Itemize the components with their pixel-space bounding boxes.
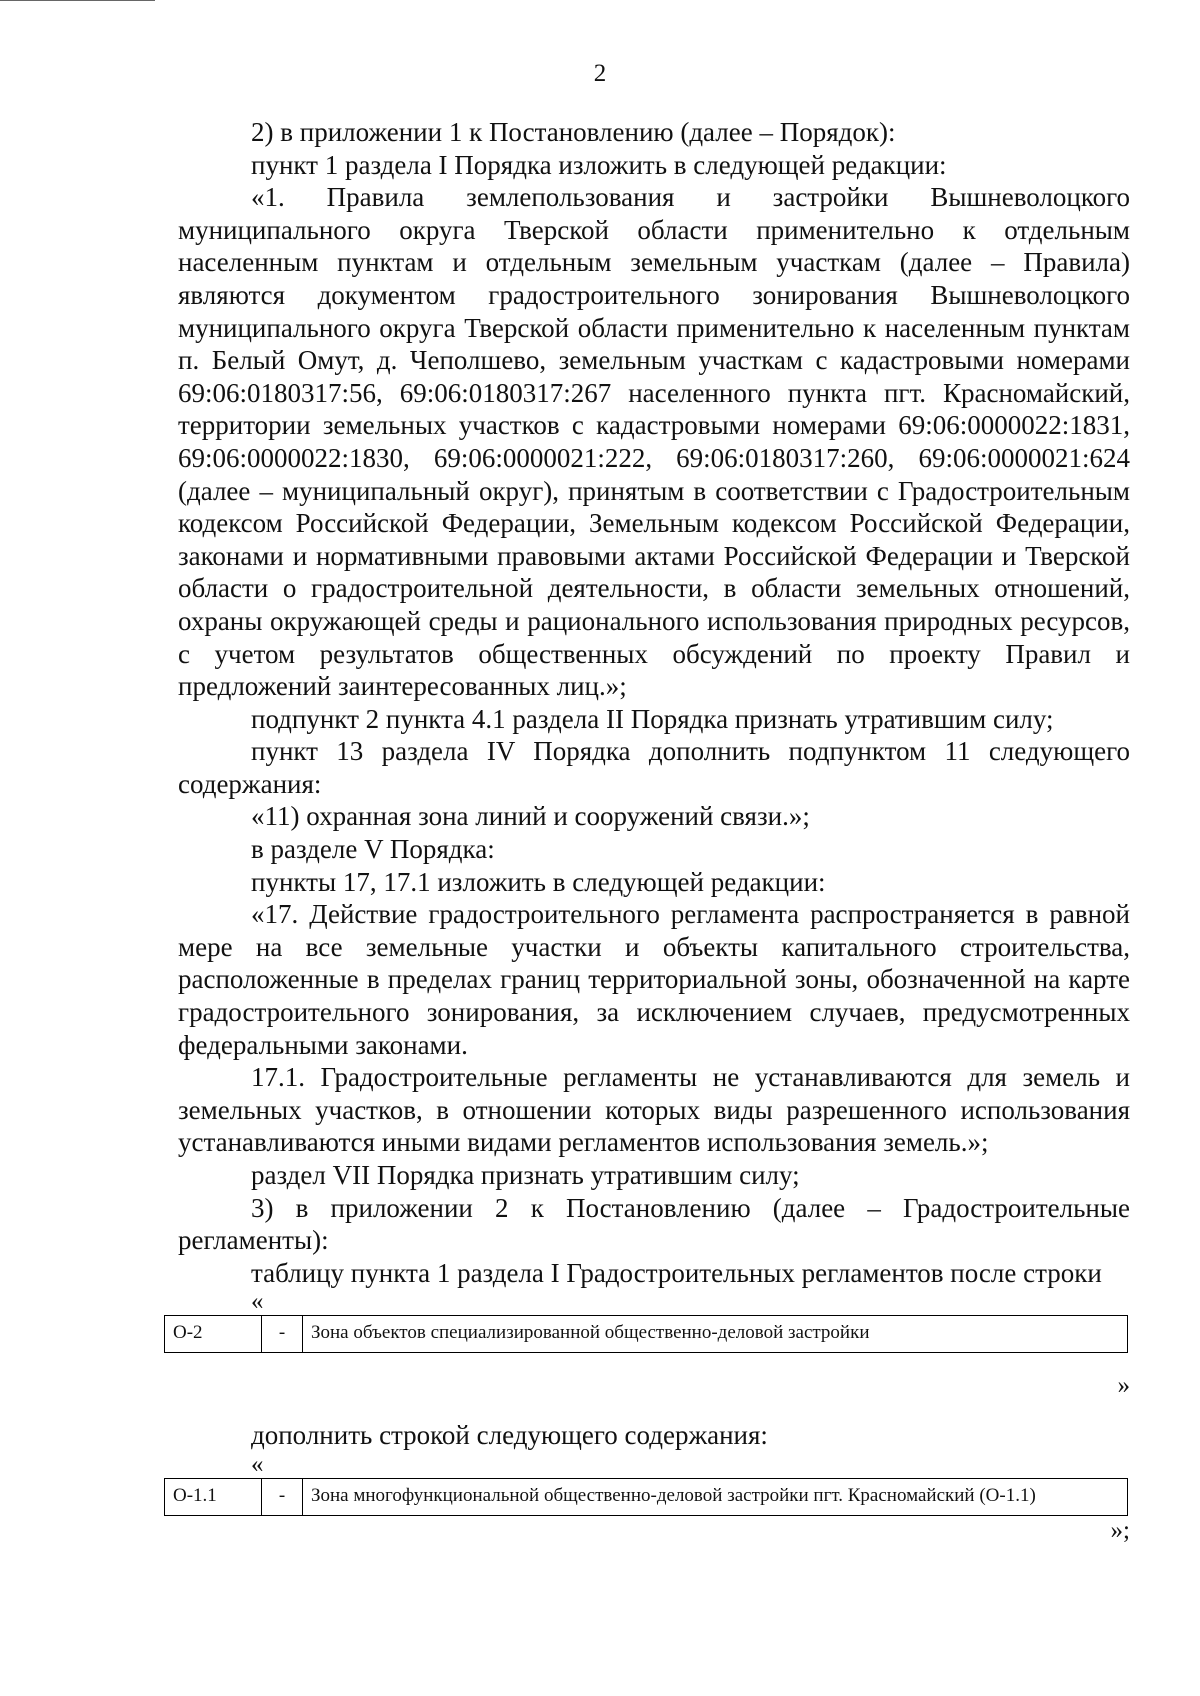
paragraph: «17. Действие градостроительного регламента распространяется в равной мере на все земельные участки и объекты капитального строительства, расположенные в пределах границ территориальной зоны, обозначенной на карте градостроительного зонирования, за исключением случаев, предусмотренных федеральными законами.: [178, 899, 1130, 1060]
table-row: [165, 1478, 1128, 1515]
paragraph: пункт 1 раздела I Порядка изложить в следующей редакции:: [251, 149, 947, 180]
paragraph: «1. Правила землепользования и застройки Вышневолоцкого муниципального округа Тверской области применительно к отдельным населенным пунктам и отдельным земельным участкам (далее – Правила) являются документом градостроительного зонирования Вышневолоцкого муниципального округа Тверской области применительно к населенным пунктам п. Белый Омут, д. Чеполшево, земельным участкам с кадастровыми номерами 69:06:0180317:56, 69:06:0180317:267 населенного пункта пгт. Красномайский, территории земельных участков с кадастровыми номерами 69:06:0000022:1831, 69:06:0000022:1830, 69:06:0000021:222, 69:06:0180317:260, 69:06:0000021:624 (далее – муниципальный округ), принятым в соответствии с Градостроительным кодексом Российской Федерации, Земельным кодексом Российской Федерации, законами и нормативными правовыми актами Российской Федерации и Тверской области о градостроительной деятельности, в области земельных отношений, охраны окружающей среды и рационального использования природных ресурсов, с учетом результатов общественных обсуждений по проекту Правил и предложений заинтересованных лиц.»;: [178, 182, 1130, 702]
paragraph: 3) в приложении 2 к Постановлению (далее – Градостроительные регламенты):: [178, 1192, 1130, 1256]
zone-name: Зона объектов специализированной общественно-деловой застройки: [303, 1316, 1128, 1353]
zone-table-existing: [164, 1315, 1128, 1353]
quote-close-mark: »;: [1110, 1516, 1130, 1544]
quote-close-mark: »: [1117, 1372, 1130, 1400]
paragraph: 2) в приложении 1 к Постановлению (далее – Порядок):: [251, 117, 896, 147]
paragraph: в разделе V Порядка:: [251, 834, 495, 865]
paragraph: таблицу пункта 1 раздела I Градостроительных регламентов после строки: [251, 1257, 1102, 1288]
paragraph: «11) охранная зона линий и сооружений связи.»;: [251, 801, 810, 832]
quote-open-mark: «: [251, 1288, 264, 1316]
quote-open-mark: «: [251, 1450, 264, 1478]
zone-table-new: [164, 1478, 1128, 1516]
zone-code: О-1.1: [165, 1478, 262, 1515]
zone-dash: -: [262, 1478, 303, 1515]
zone-name: Зона многофункциональной общественно-деловой застройки пгт. Красномайский (О-1.1): [303, 1478, 1128, 1515]
zone-code: О-2: [165, 1316, 262, 1353]
paragraph: дополнить строкой следующего содержания:: [251, 1420, 768, 1451]
page-number: 2: [593, 60, 607, 87]
paragraph: пункт 13 раздела IV Порядка дополнить подпунктом 11 следующего содержания:: [178, 736, 1130, 799]
zone-dash: -: [262, 1316, 303, 1353]
paragraph: раздел VII Порядка признать утратившим силу;: [251, 1160, 800, 1190]
scan-edge-line: [0, 0, 155, 1]
paragraph: пункты 17, 17.1 изложить в следующей редакции:: [251, 866, 826, 897]
paragraph: подпункт 2 пункта 4.1 раздела II Порядка признать утратившим силу;: [251, 703, 1054, 734]
document-body: [173, 116, 1130, 1546]
paragraph: 17.1. Градостроительные регламенты не устанавливаются для земель и земельных участков, в отношении которых виды разрешенного использования устанавливаются иными видами регламентов использования земель.»;: [178, 1062, 1130, 1158]
table-row: [165, 1316, 1128, 1353]
